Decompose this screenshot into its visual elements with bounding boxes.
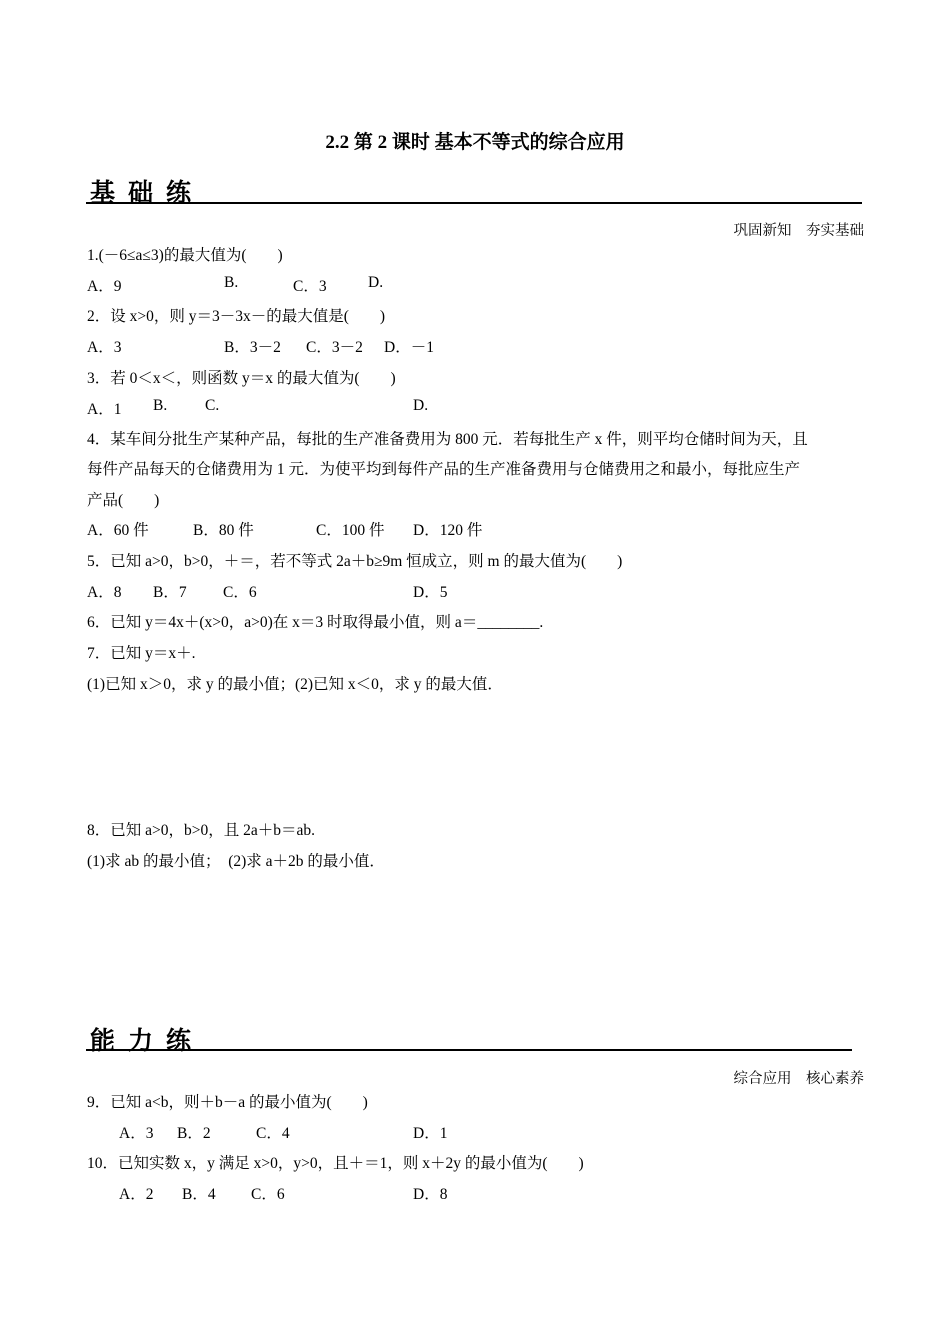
option-c: C. [205, 397, 220, 414]
question-9-stem: 9．已知 a<b，则＋b－a 的最小值为( ) [87, 1094, 368, 1111]
question-10-stem: 10．已知实数 x，y 满足 x>0，y>0，且＋＝1，则 x＋2y 的最小值为( ) [87, 1155, 584, 1172]
section-motto: 综合应用 核心素养 [733, 1071, 864, 1087]
question-4-stem-line-3: 产品( ) [87, 492, 160, 509]
question-7-stem: 7．已知 y＝x＋. [87, 645, 196, 662]
option-d: D. [413, 397, 429, 414]
option-b: B. [153, 397, 168, 414]
option-a: A．60 件 [87, 522, 149, 539]
option-b: B．4 [182, 1186, 216, 1203]
section-heading-ability: 能力练 [90, 1026, 205, 1055]
option-c: C．6 [251, 1186, 285, 1203]
question-1-stem: 1.(－6≤a≤3)的最大值为( ) [87, 247, 283, 264]
question-4-stem-line-2: 每件产品每天的仓储费用为 1 元．为使平均到每件产品的生产准备费用与仓储费用之和最小，每批应生产 [87, 461, 801, 478]
option-a: A．8 [87, 584, 122, 601]
question-10-options [119, 1182, 519, 1202]
question-3-stem: 3．若 0＜x＜，则函数 y＝x 的最大值为( ) [87, 370, 396, 387]
option-d: D．8 [413, 1186, 448, 1203]
question-3-options [87, 397, 587, 417]
option-d: D. [368, 274, 384, 291]
option-c: C．6 [223, 584, 257, 601]
question-4-stem-line-1: 4．某车间分批生产某种产品，每批的生产准备费用为 800 元．若每批生产 x 件，则平均仓储时间为天，且 [87, 431, 808, 448]
option-a: A．9 [87, 278, 122, 295]
question-8-stem: 8．已知 a>0，b>0，且 2a＋b＝ab. [87, 822, 315, 839]
option-c: C．3 [293, 278, 327, 295]
question-8-subquestions: (1)求 ab 的最小值； (2)求 a＋2b 的最小值． [87, 853, 385, 870]
section-motto: 巩固新知 夯实基础 [733, 223, 864, 239]
question-2-options [87, 335, 587, 355]
option-a: A．3 [119, 1125, 154, 1142]
question-6-stem: 6．已知 y＝4x＋(x>0，a>0)在 x＝3 时取得最小值，则 a＝________. [87, 614, 544, 631]
option-b: B．80 件 [193, 522, 254, 539]
option-a: A．3 [87, 339, 122, 356]
option-d: D．1 [413, 1125, 448, 1142]
question-5-options [87, 580, 587, 600]
option-b: B．2 [177, 1125, 211, 1142]
section-heading-basic: 基础练 [90, 178, 205, 207]
option-c: C．3－2 [306, 339, 363, 356]
option-b: B. [224, 274, 239, 291]
section-divider [86, 202, 862, 204]
section-divider [86, 1049, 852, 1051]
option-d: D．120 件 [413, 522, 483, 539]
option-c: C．100 件 [316, 522, 385, 539]
option-d: D．5 [413, 584, 448, 601]
question-5-stem: 5．已知 a>0，b>0，＋＝，若不等式 2a＋b≥9m 恒成立，则 m 的最大值为( ) [87, 553, 623, 570]
question-1-options [87, 274, 587, 294]
option-d: D．－1 [384, 339, 434, 356]
option-a: A．1 [87, 401, 122, 418]
question-2-stem: 2．设 x>0，则 y＝3－3x－的最大值是( ) [87, 308, 386, 325]
option-a: A．2 [119, 1186, 154, 1203]
option-b: B．3－2 [224, 339, 281, 356]
question-7-subquestions: (1)已知 x＞0，求 y 的最小值；(2)已知 x＜0，求 y 的最大值． [87, 676, 503, 693]
question-9-options [119, 1121, 519, 1141]
option-b: B．7 [153, 584, 187, 601]
page-title: 2.2 第 2 课时 基本不等式的综合应用 [325, 132, 625, 153]
option-c: C．4 [256, 1125, 290, 1142]
question-4-options [87, 518, 587, 538]
